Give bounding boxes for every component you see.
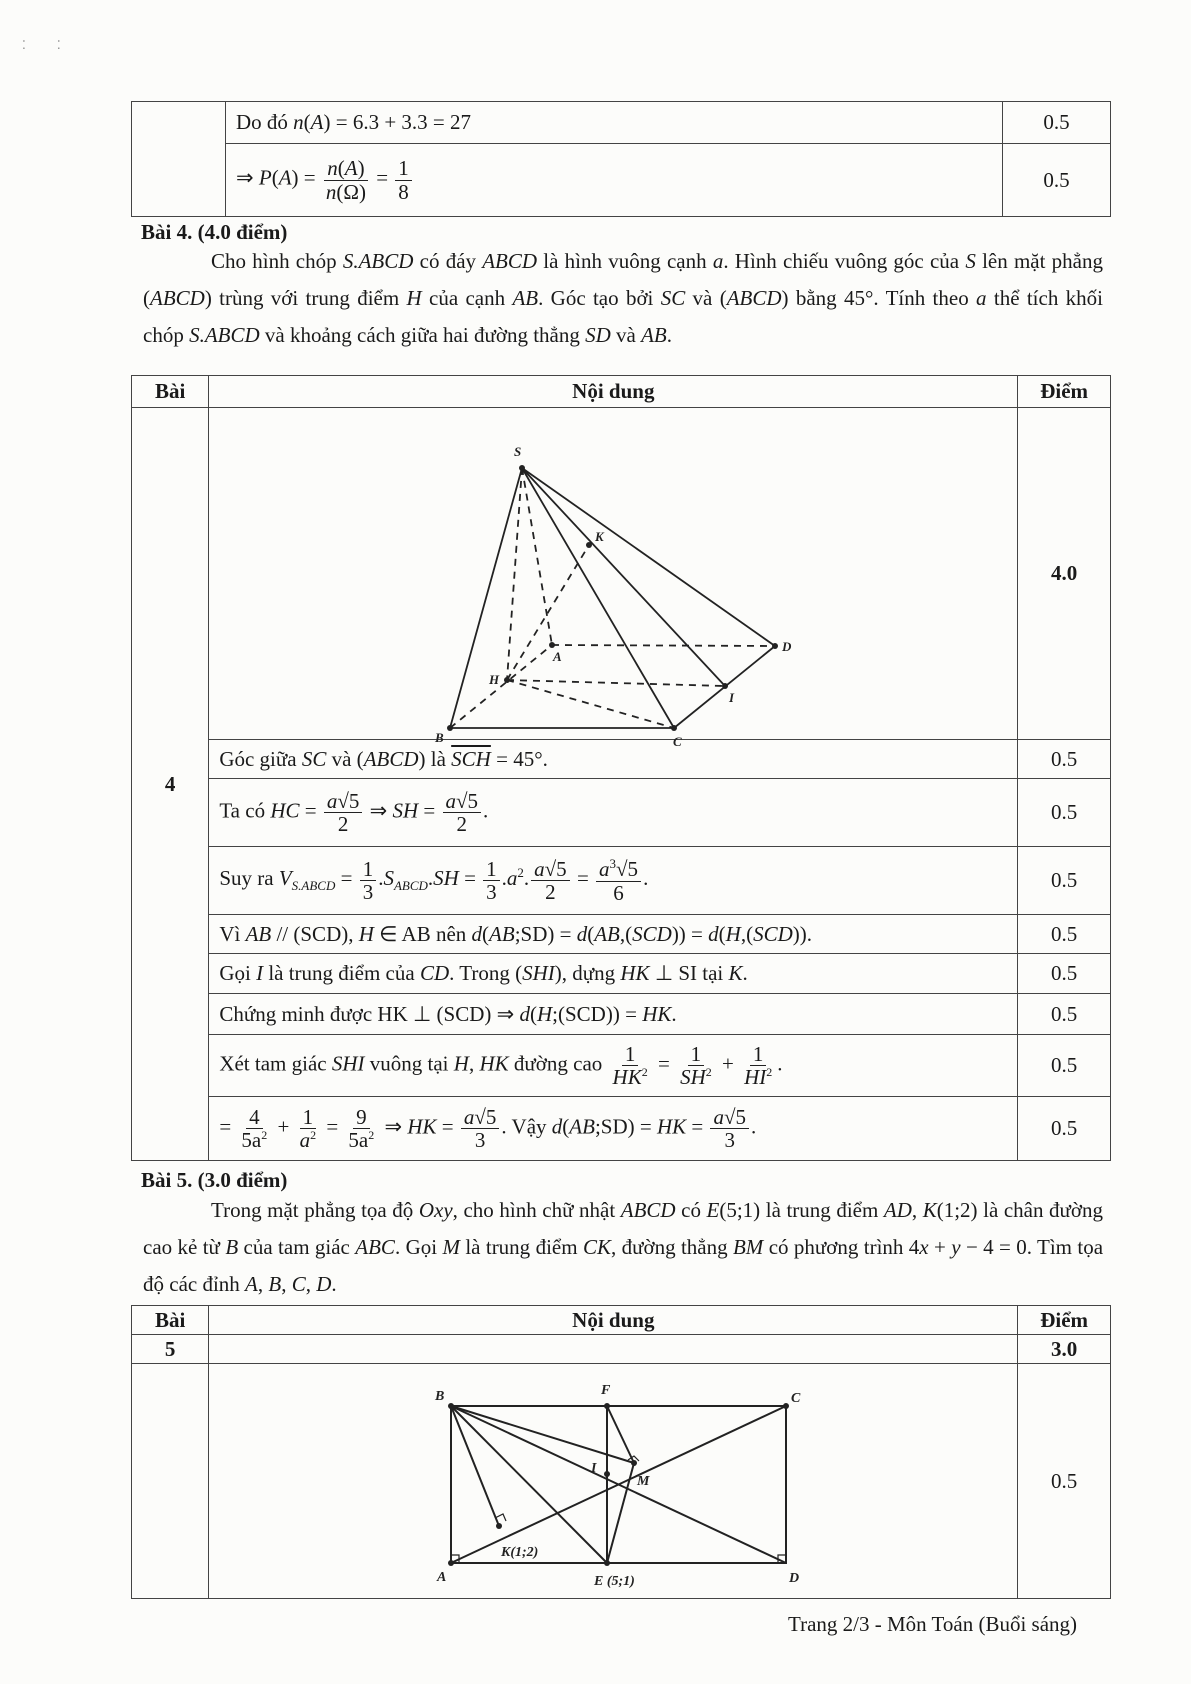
edge-SB <box>450 468 522 728</box>
label-F: F <box>601 1383 611 1398</box>
edge-HI <box>507 680 725 686</box>
header-bai: Bài <box>132 376 209 408</box>
label-C: C <box>791 1391 801 1406</box>
label-K: K <box>595 529 604 544</box>
bai5-title: Bài 5. (3.0 điểm) <box>141 1168 288 1192</box>
row-score: 0.5 <box>1003 102 1111 144</box>
table-header-row: Bài Nội dung Điểm <box>132 1306 1111 1335</box>
label-C: C <box>673 734 682 749</box>
table-row: Góc giữa SC và (ABCD) là $\overline{SCH} = 45^\circ$. 0.5 <box>132 740 1111 779</box>
table-row <box>132 1335 1111 1364</box>
edge-SD <box>522 468 775 646</box>
label-H: H <box>489 672 500 687</box>
edge-BA <box>450 645 552 728</box>
edge-SH <box>507 468 522 680</box>
row-score: 0.5 <box>1003 144 1111 217</box>
label-B: B <box>435 730 444 745</box>
bai4-title: Bài 4. (4.0 điểm) <box>141 220 288 244</box>
label-I: I <box>729 690 735 705</box>
header-diem: Điểm <box>1018 376 1111 408</box>
figure-score: 4.0 <box>1018 408 1111 740</box>
label-D: D <box>782 639 792 654</box>
edge-HC <box>507 680 674 728</box>
table-row: Chứng minh được HK ⊥ (SCD) ⇒ d(H;(SCD)) = HK. 0.5 <box>132 994 1111 1035</box>
line-ME <box>607 1463 634 1563</box>
label-A: A <box>553 649 562 664</box>
table-header-row <box>132 376 1111 408</box>
rectangle-figure <box>209 1364 1017 1592</box>
figure-row <box>132 1364 1111 1599</box>
row-content: Do đó n(A) = 6.3 + 3.3 = 27 <box>226 102 1003 144</box>
table-row: Suy ra $V_{S.ABCD}$ = $\frac{1}{3}$ $.S_{ABCD}.SH$ = $\frac{1}{3}$ $.a^2$. $\frac{a√5}{2}$ = $\frac{a^3√5}{6}$ . 0.5 <box>132 847 1111 915</box>
table-row: = $\frac{4}{5a^2}$ + $\frac{1}{a^2}$ = $\frac{9}{5a^2}$ ⇒ HK = $\frac{a√5}{3}$ . Vậy d(AB;SD) = HK = $\frac{a√5}{3}$ . 0.5 <box>132 1097 1111 1161</box>
table-row <box>132 102 1111 144</box>
table-row: Vì AB // (SCD), H ∈ AB nên d(AB;SD) = d(AB,(SCD)) = d(H,(SCD)). 0.5 <box>132 915 1111 954</box>
rectangle-figure-cell <box>209 1364 1018 1599</box>
pyramid-figure-cell <box>209 408 1018 749</box>
bai3-continuation-table <box>131 101 1111 217</box>
edge-AD <box>552 645 775 646</box>
table-row: Xét tam giác SHI vuông tại H, HK đường cao $\frac{1}{HK^2}$ = $\frac{1}{SH^2}$ + $\frac{1}{HI^2}$ . 0.5 <box>132 1035 1111 1097</box>
bai4-table <box>131 375 1111 1161</box>
row-content: ⇒ P(A) = $\frac{n(A)}{n(\Omega)}$ = $\frac{1}{8}$ <box>226 144 1003 217</box>
label-M: M <box>637 1474 650 1489</box>
bai-number: 5 <box>132 1335 209 1364</box>
label-A: A <box>437 1570 447 1585</box>
label-S: S <box>514 444 522 459</box>
pyramid-figure <box>209 408 1017 749</box>
figure-score: 0.5 <box>1018 1364 1111 1599</box>
edge-HK <box>507 545 589 680</box>
label-E: E (5;1) <box>594 1574 636 1589</box>
bai4-problem: Cho hình chóp S.ABCD có đáy ABCD là hình vuông cạnh a. Hình chiếu vuông góc của S lên mặt phẳng (ABCD) trùng với trung điểm H của cạnh AB. Góc tạo bởi SC và (ABCD) bằng 45°. Tính theo a thể tích khối chóp S.ABCD và khoảng cách giữa hai đường thẳng SD và AB. <box>143 249 1103 347</box>
figure-row <box>132 408 1111 740</box>
bai-number: 4 <box>132 408 209 1161</box>
label-D: D <box>789 1571 800 1586</box>
scan-marks: ⁚ ⁚ <box>22 38 75 52</box>
line-BK <box>451 1406 499 1526</box>
table-row: Ta có HC = $\frac{a√5}{2}$ ⇒ SH = $\frac{a√5}{2}$ . 0.5 <box>132 779 1111 847</box>
table-row: Gọi I là trung điểm của CD. Trong (SHI), dựng HK ⊥ SI tại K. 0.5 <box>132 954 1111 994</box>
total-score: 3.0 <box>1018 1335 1111 1364</box>
label-I: I <box>591 1461 597 1476</box>
table-row <box>132 144 1111 217</box>
label-B: B <box>435 1389 445 1404</box>
bai5-problem: Trong mặt phẳng tọa độ Oxy, cho hình chữ nhật ABCD có E(5;1) là trung điểm AD, K(1;2) là chân đường cao kẻ từ B của tam giác ABC. Gọi M là trung điểm CK, đường thẳng BM có phương trình 4x + y − 4 = 0. Tìm tọa độ các đỉnh A, B, C, D. <box>143 1198 1104 1296</box>
bai5-table <box>131 1305 1111 1599</box>
header-noidung: Nội dung <box>209 376 1018 408</box>
line-FM <box>607 1406 634 1463</box>
page-footer: Trang 2/3 - Môn Toán (Buổi sáng) <box>788 1612 1078 1636</box>
label-K: K(1;2) <box>501 1545 539 1560</box>
